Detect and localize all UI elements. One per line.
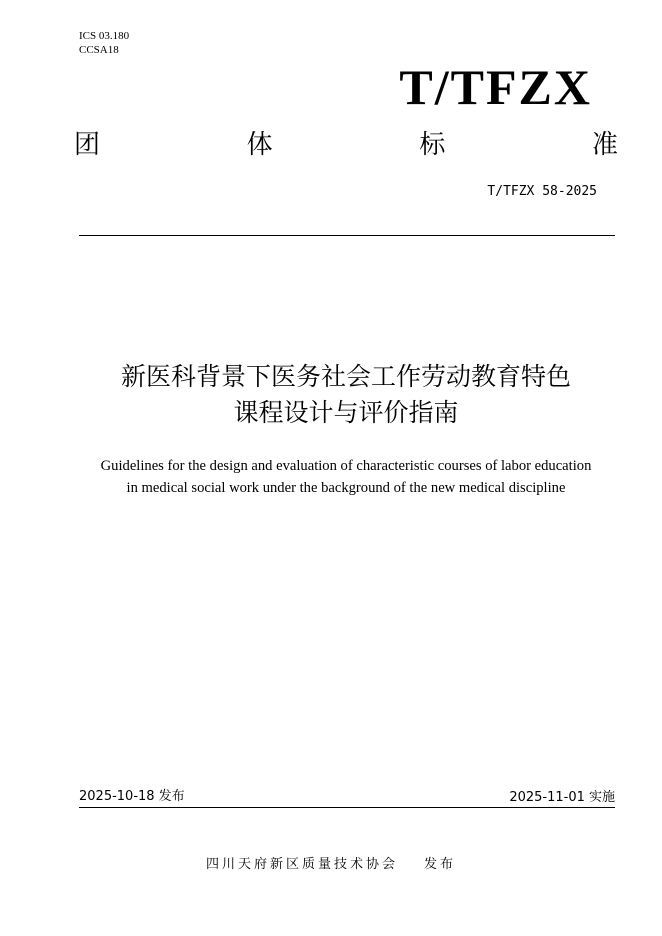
title-chinese: [60, 359, 632, 431]
title-chinese-line: 新医科背景下医务社会工作劳动教育特色: [120, 362, 571, 391]
issuer-name: 四川天府新区质量技术协会: [205, 857, 398, 872]
standard-type-char: 准: [591, 130, 618, 160]
issuer-action: 发布: [424, 857, 457, 872]
ics-code: ICS 03.180: [79, 30, 130, 42]
standard-code: T/TFZX: [399, 59, 592, 115]
title-english: [60, 455, 632, 499]
standard-type-char: 团: [74, 130, 101, 160]
header-divider: [79, 235, 615, 236]
effective-date: 2025-11-01 实施: [509, 790, 615, 805]
standard-number: T/TFZX 58-2025: [487, 184, 597, 199]
ccs-code: CCSA18: [79, 44, 119, 56]
title-english-line: in medical social work under the background of the new medical discipline: [126, 480, 566, 496]
issuer-line: [0, 856, 662, 874]
standard-type-char: 体: [246, 130, 273, 160]
title-english-line: Guidelines for the design and evaluation of characteristic courses of labor education: [100, 458, 592, 474]
title-chinese-line: 课程设计与评价指南: [233, 398, 459, 427]
footer-divider: [79, 807, 615, 808]
standard-type: [74, 129, 618, 161]
standard-type-char: 标: [419, 130, 446, 160]
publish-date: 2025-10-18 发布: [79, 789, 185, 804]
